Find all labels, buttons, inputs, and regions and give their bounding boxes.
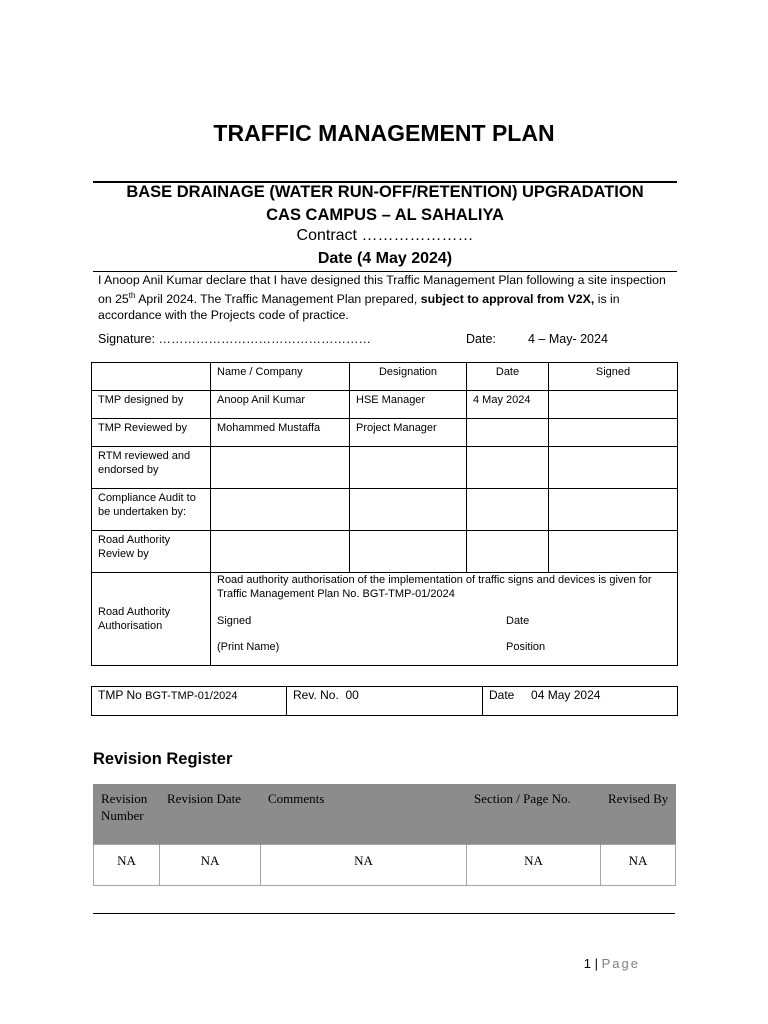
table-cell bbox=[350, 489, 467, 531]
signature-line: Signature: …………………………………………… bbox=[98, 332, 371, 346]
authorisation-row bbox=[92, 573, 678, 666]
page-separator: | bbox=[591, 956, 602, 971]
row-label: RTM reviewed and endorsed by bbox=[92, 447, 211, 489]
row-label: Road Authority Review by bbox=[92, 531, 211, 573]
table-cell: HSE Manager bbox=[350, 391, 467, 419]
table-cell bbox=[549, 531, 678, 573]
table-row bbox=[92, 419, 678, 447]
row-label: Road Authority Authorisation bbox=[92, 573, 211, 666]
project-title-line1: BASE DRAINAGE (WATER RUN-OFF/RETENTION) UPGRADATION bbox=[126, 183, 644, 201]
row-label: TMP Reviewed by bbox=[92, 419, 211, 447]
table-cell bbox=[467, 531, 549, 573]
declaration-text: I Anoop Anil Kumar declare that I have designed this Traffic Management Plan following a site inspection on 25th April 2024. The Traffic Management Plan prepared, subject to approval from V2X, is in accordance with the Projects code of practice. bbox=[98, 273, 666, 323]
table-cell bbox=[467, 419, 549, 447]
header-cell: Section / Page No. bbox=[467, 784, 601, 845]
table-cell bbox=[350, 531, 467, 573]
tmp-date-label: Date bbox=[489, 688, 515, 702]
page-footer bbox=[560, 956, 640, 971]
tmp-date-value: 04 May 2024 bbox=[531, 688, 601, 702]
revision-register-title: Revision Register bbox=[93, 750, 233, 768]
header-cell: Name / Company bbox=[211, 363, 350, 391]
header-cell bbox=[92, 363, 211, 391]
table-row bbox=[92, 391, 678, 419]
row-label: Compliance Audit to be undertaken by: bbox=[92, 489, 211, 531]
tmp-info-table bbox=[91, 686, 678, 716]
tmp-number-cell bbox=[92, 687, 287, 716]
bottom-divider bbox=[93, 913, 675, 914]
document-title: TRAFFIC MANAGEMENT PLAN bbox=[213, 120, 555, 146]
table-row bbox=[92, 447, 678, 489]
authorisation-print-name-label: (Print Name) bbox=[217, 641, 280, 653]
tmp-number-value: BGT-TMP-01/2024 bbox=[145, 690, 238, 702]
document-date: Date (4 May 2024) bbox=[317, 250, 453, 267]
table-cell bbox=[211, 447, 350, 489]
signature-date-label: Date: bbox=[466, 332, 496, 346]
revision-header-row bbox=[94, 784, 676, 845]
table-cell: Mohammed Mustaffa bbox=[211, 419, 350, 447]
tmp-date-cell bbox=[483, 687, 678, 716]
header-cell: Signed bbox=[549, 363, 678, 391]
header-cell: Revision Number bbox=[94, 784, 160, 845]
revision-number-cell bbox=[287, 687, 483, 716]
table-cell bbox=[211, 531, 350, 573]
table-cell: Anoop Anil Kumar bbox=[211, 391, 350, 419]
revision-number-label: Rev. No. bbox=[293, 688, 339, 702]
contract-line: Contract ………………… bbox=[296, 227, 474, 244]
table-cell bbox=[467, 447, 549, 489]
tmp-info-row bbox=[92, 687, 678, 716]
header-cell: Revision Date bbox=[160, 784, 261, 845]
revision-number-value: 00 bbox=[345, 688, 359, 702]
table-cell: Project Manager bbox=[350, 419, 467, 447]
table-cell bbox=[350, 447, 467, 489]
table-cell bbox=[549, 489, 678, 531]
sign-off-table bbox=[91, 362, 678, 666]
sign-off-header-row bbox=[92, 363, 678, 391]
header-cell: Comments bbox=[261, 784, 467, 845]
table-row bbox=[92, 489, 678, 531]
page-number: 1 bbox=[583, 956, 592, 971]
authorisation-text: Road authority authorisation of the implementation of traffic signs and devices is given for Traffic Management Plan No. BGT-TMP-01/2024 bbox=[217, 574, 652, 600]
project-title-line2: CAS CAMPUS – AL SAHALIYA bbox=[266, 206, 504, 224]
table-cell bbox=[211, 489, 350, 531]
revision-register-table bbox=[93, 784, 676, 886]
authorisation-date-label: Date bbox=[506, 615, 530, 627]
table-cell: NA bbox=[467, 845, 601, 886]
table-row bbox=[92, 531, 678, 573]
header-cell: Date bbox=[467, 363, 549, 391]
row-label: TMP designed by bbox=[92, 391, 211, 419]
table-cell: NA bbox=[160, 845, 261, 886]
page-label: Page bbox=[601, 956, 640, 971]
signature-date-value: 4 – May- 2024 bbox=[528, 332, 608, 346]
authorisation-cell bbox=[211, 573, 678, 666]
table-row bbox=[94, 845, 676, 886]
table-cell bbox=[549, 391, 678, 419]
header-cell: Revised By bbox=[601, 784, 676, 845]
table-cell bbox=[549, 447, 678, 489]
table-cell: 4 May 2024 bbox=[467, 391, 549, 419]
tmp-number-label: TMP No bbox=[98, 688, 142, 702]
table-cell bbox=[549, 419, 678, 447]
header-cell: Designation bbox=[350, 363, 467, 391]
table-cell: NA bbox=[94, 845, 160, 886]
table-cell: NA bbox=[601, 845, 676, 886]
table-cell: NA bbox=[261, 845, 467, 886]
authorisation-position-label: Position bbox=[506, 641, 546, 653]
authorisation-signed-label: Signed bbox=[217, 615, 252, 627]
table-cell bbox=[467, 489, 549, 531]
authorisation-content bbox=[217, 573, 671, 665]
